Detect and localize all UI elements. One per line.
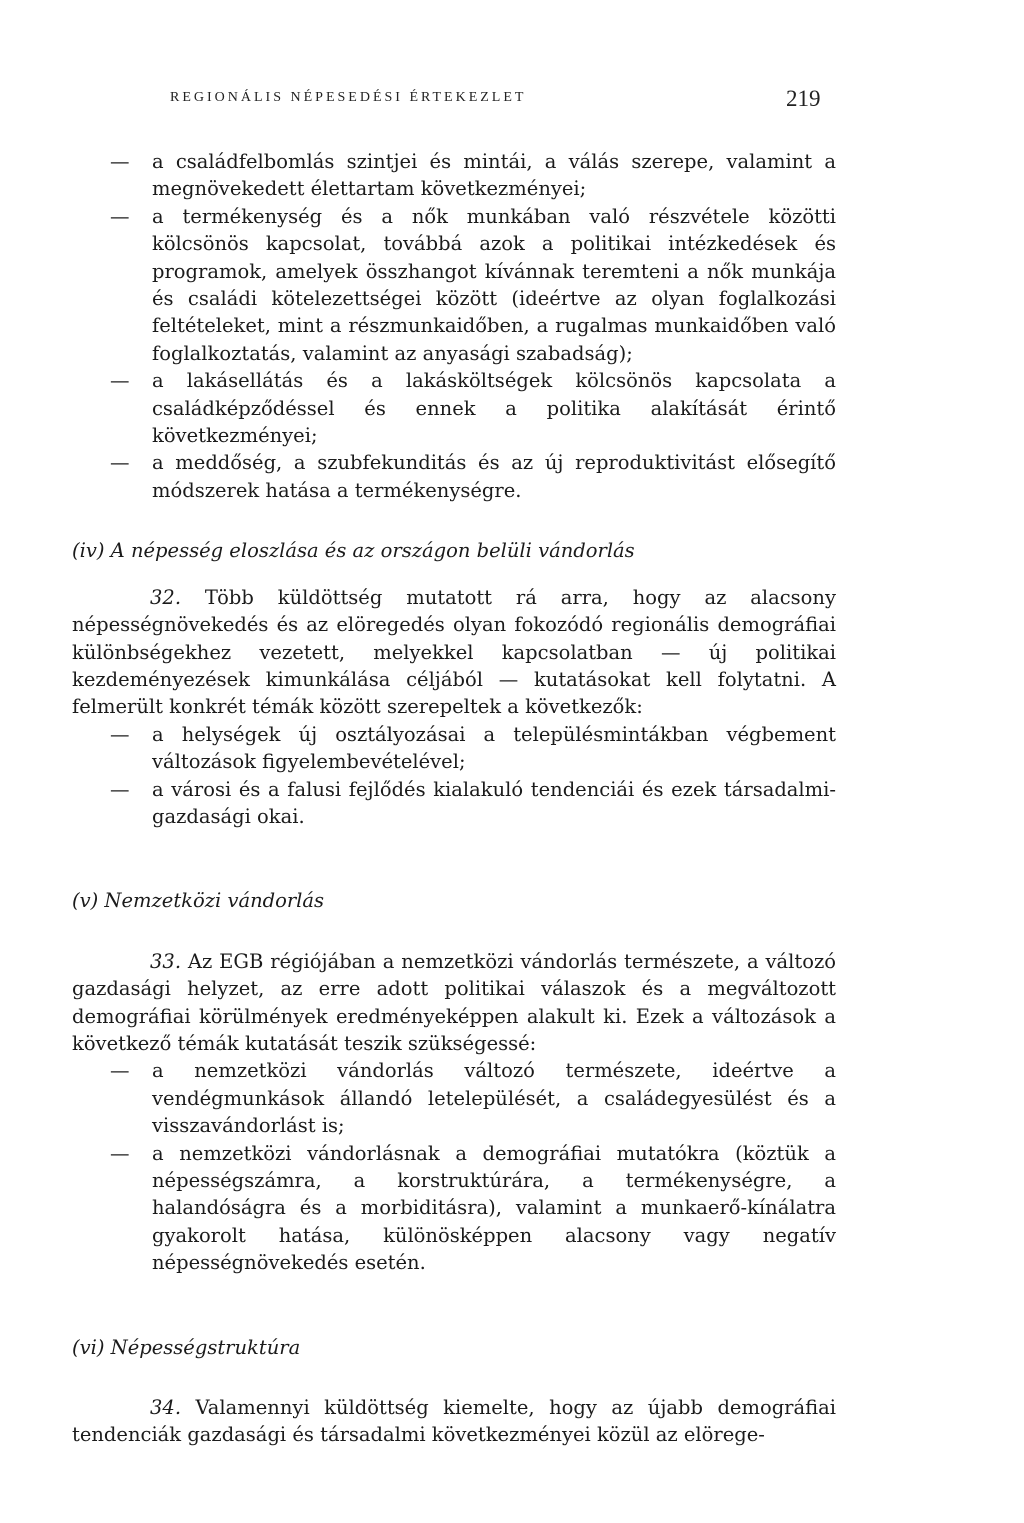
list-item <box>72 776 836 831</box>
spacer <box>72 1361 836 1394</box>
page-number: 219 <box>786 86 821 111</box>
list-item-text: a nemzetközi vándorlásnak a demográfiai mutatókra (köztük a népességszámra, a korstruktúrára, a termékenységre, a halandóságra és a morbiditásra), valamint a munkaerő-kínálatra gyakorolt hatása, különösképpen alacsony vagy negatív népességnövekedés esetén. <box>152 1141 836 1275</box>
list-item <box>72 721 836 776</box>
paragraph-number: 32. <box>150 585 182 609</box>
paragraph-text: Az EGB régiójában a nemzetközi vándorlás természete, a változó gazdasági helyzet, az erre adott politikai válaszok és a megváltozott demográfiai körülmények eredményeképpen alakult ki. Ezek a változások a következő témák kutatását teszik szükségessé: <box>72 949 837 1055</box>
list-item-text: a meddőség, a szubfekunditás és az új reproduktivitást elősegítő módszerek hatása a termékenységre. <box>152 451 836 502</box>
list-dash: — <box>110 451 130 475</box>
page-body <box>72 148 836 1449</box>
spacer <box>72 565 836 584</box>
paragraph-number: 33. <box>150 949 182 973</box>
list-item <box>72 1140 836 1277</box>
list-item <box>72 148 836 203</box>
list-item <box>72 203 836 367</box>
list-dash: — <box>110 1141 130 1165</box>
list-dash: — <box>110 777 130 801</box>
list-item-text: a helységek új osztályozásai a településmintákban végbement változások figyelembevételével; <box>152 722 836 774</box>
section-heading-vi: (vi) Népességstruktúra <box>72 1335 301 1359</box>
list-item-text: a termékenység és a nők munkában való részvétele közötti kölcsönös kapcsolat, továbbá azok a politikai intézkedések és programok, amelyek összhangot kívánnak teremteni a nők munkája és családi kötelezettségei között (ideértve az olyan foglalkozási feltételeket, mint a részmunkaidőben, a rugalmas munkaidőben való foglalkoztatás, valamint az anyasági szabadság); <box>152 204 836 365</box>
running-head: REGIONÁLIS NÉPESEDÉSI ÉRTEKEZLET <box>170 90 527 105</box>
list-dash: — <box>110 722 130 746</box>
spacer <box>72 915 836 948</box>
spacer <box>72 830 836 887</box>
list-item-text: a lakásellátás és a lakásköltségek kölcsönös kapcsolata a családképződéssel és ennek a politika alakítását érintő következményei; <box>152 369 836 448</box>
section-heading-v: (v) Nemzetközi vándorlás <box>72 889 325 913</box>
paragraph-number: 34. <box>150 1396 182 1420</box>
list-item <box>72 367 836 449</box>
list-item <box>72 1057 836 1139</box>
list-item-text: a nemzetközi vándorlás változó természete, ideértve a vendégmunkások állandó letelepülését, a családegyesülést és a visszavándorlást is; <box>152 1059 836 1138</box>
list-dash: — <box>110 150 130 173</box>
paragraph-32 <box>72 584 836 721</box>
paragraph-text: Több küldöttség mutatott rá arra, hogy az alacsony népességnövekedés és az elöregedés olyan fokozódó regionális demográfiai különbségekhez vezetett, melyekkel kapcsolatban — új politikai kezdeményezések kimunkálása céljából — kutatásokat kell folytatni. A felmerült konkrét témák között szerepeltek a következők: <box>72 585 836 719</box>
paragraph-33 <box>72 948 836 1058</box>
list-item <box>72 449 836 504</box>
list-item-text: a városi és a falusi fejlődés kialakuló tendenciái és ezek társadalmi-gazdasági okai. <box>152 777 836 828</box>
spacer <box>72 1277 836 1334</box>
section-heading-iv: (iv) A népesség eloszlása és az országon belüli vándorlás <box>72 539 635 563</box>
list-item-text: a családfelbomlás szintjei és mintái, a válás szerepe, valamint a megnövekedett élettartam következményei; <box>152 150 836 201</box>
list-dash: — <box>110 369 130 393</box>
paragraph-34 <box>72 1394 836 1449</box>
spacer <box>72 504 836 537</box>
paragraph-text: Valamennyi küldöttség kiemelte, hogy az újabb demográfiai tendenciák gazdasági és társadalmi következményei közül az elörege- <box>72 1396 836 1447</box>
list-dash: — <box>110 204 130 228</box>
list-dash: — <box>110 1059 130 1083</box>
